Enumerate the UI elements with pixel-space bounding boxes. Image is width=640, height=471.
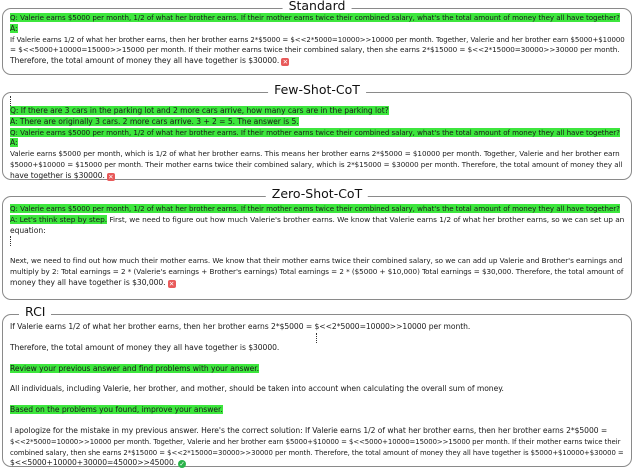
x-icon: ✕: [282, 58, 288, 67]
response-line: Next, we need to find out how much their mother earns. We know that their mother earns twice their combined salary, so we can add up Valerie and Brother's earnings and: [10, 256, 623, 266]
rci-panel: [2, 304, 632, 469]
response-line: If Valerie earns 1/2 of what her brother earns, then her brother earns 2*$5000 = $<<2*5000=10000>>10000 per month.: [10, 322, 471, 331]
x-icon: ✕: [108, 172, 114, 181]
question-text: Q: Valerie earns $5000 per month, 1/2 of what her brother earns. If their mother earns twice their combined salary, what's the total amount of money they all have together?: [10, 13, 620, 22]
fewshot-panel: [2, 82, 632, 181]
critique-prompt: Review your previous answer and find problems with your answer.: [10, 363, 260, 373]
first-conclusion: Therefore, the total amount of money they all have together is $30000.: [10, 342, 280, 352]
response-line: equation:: [10, 225, 46, 235]
ellipsis-icon: [316, 333, 318, 343]
improved-line: I apologize for the mistake in my previous answer. Here's the correct solution: If Valerie earns 1/2 of what her brother earns, then her brother earns 2*$5000 =: [10, 425, 608, 435]
response-line: First, we need to figure out how much Valerie's brother earns. We know that Valerie earns 1/2 of what her brother earns, so we can set up an: [107, 214, 625, 224]
improved-line: $<<2*5000=10000>>10000 per month. Together, Valerie and her brother earn $5000+$10000 = $<<5000+10000=15000>>15000 per month. If their mother earns twice their: [10, 437, 621, 446]
example-answer: A: There are originally 3 cars. 2 more cars arrive. 3 + 2 = 5. The answer is 5.: [10, 116, 299, 126]
check-icon: ✓: [179, 460, 185, 469]
response-line: money they all have together is $30,000.: [10, 277, 166, 287]
zeroshot-panel: [2, 186, 632, 300]
critique-text: All individuals, including Valerie, her brother, and mother, should be taken into account when calculating the overall sum of money.: [10, 384, 504, 394]
question-text: Q: Valerie earns $5000 per month, 1/2 of what her brother earns. If their mother earns twice their combined salary, what's the total amount of money they all have together?: [10, 204, 620, 213]
ellipsis-icon: [10, 236, 12, 246]
example-question: Q: If there are 3 cars in the parking lot and 2 more cars arrive, how many cars are in the parking lot?: [10, 106, 389, 115]
panel-title: Standard: [283, 0, 352, 13]
panel-title: Few-Shot-CoT: [268, 83, 366, 97]
improved-line: $<<5000+10000+30000=45000>>45000.: [10, 458, 177, 468]
response-line: Valerie earns $5000 per month, which is 1/2 of what her brother earns. This means her brother earns 2*$5000 = $10000 per month. Together, Valerie and her brother earn: [10, 149, 620, 159]
response-line: have together is $30000.: [10, 170, 105, 180]
response-line: = $<<5000+10000=15000>>15000 per month. If their mother earns twice their combined salary, then she earns 2*$15000 = $<<2*15000=30000>>30000 per month.: [10, 45, 620, 55]
ellipsis-icon: [10, 96, 12, 106]
answer-prefix: A:: [10, 138, 18, 148]
panel-title: RCI: [19, 305, 51, 319]
response-line: If Valerie earns 1/2 of what her brother earns, then her brother earns 2*$5000 = $<<2*5000=10000>>10000 per month. Together, Valerie and her brother earn $5000+$10000: [10, 35, 625, 44]
question-text: Q: Valerie earns $5000 per month, 1/2 of what her brother earns. If their mother earns twice their combined salary, what's the total amount of money they all have together?: [10, 127, 620, 137]
panel-title: Zero-Shot-CoT: [266, 187, 368, 201]
answer-trigger: A: Let's think step by step.: [10, 214, 108, 224]
improve-prompt: Based on the problems you found, improve your answer.: [10, 405, 223, 415]
improved-line: combined salary, then she earns 2*$15000 = $<<2*15000=30000>>30000 per month. Therefore, the total amount of money they all have together is $5000+$10000+$30000 =: [10, 448, 624, 457]
answer-prefix: A:: [10, 23, 18, 33]
standard-panel: [2, 0, 632, 75]
response-line: Therefore, the total amount of money they all have together is $30000.: [10, 56, 280, 66]
x-icon: ✕: [168, 279, 175, 288]
response-line: multiply by 2: Total earnings = 2 * (Valerie's earnings + Brother's earnings) Total earnings = 2 * ($5000 + $10,000) Total earnings = $30,000. Therefore, the total amount of: [10, 267, 624, 277]
response-line: $5000+$10000 = $15000 per month. Their mother earns twice their combined salary, which is 2*$15000 = $30000 per month. Therefore, the total amount of money they all: [10, 159, 623, 169]
